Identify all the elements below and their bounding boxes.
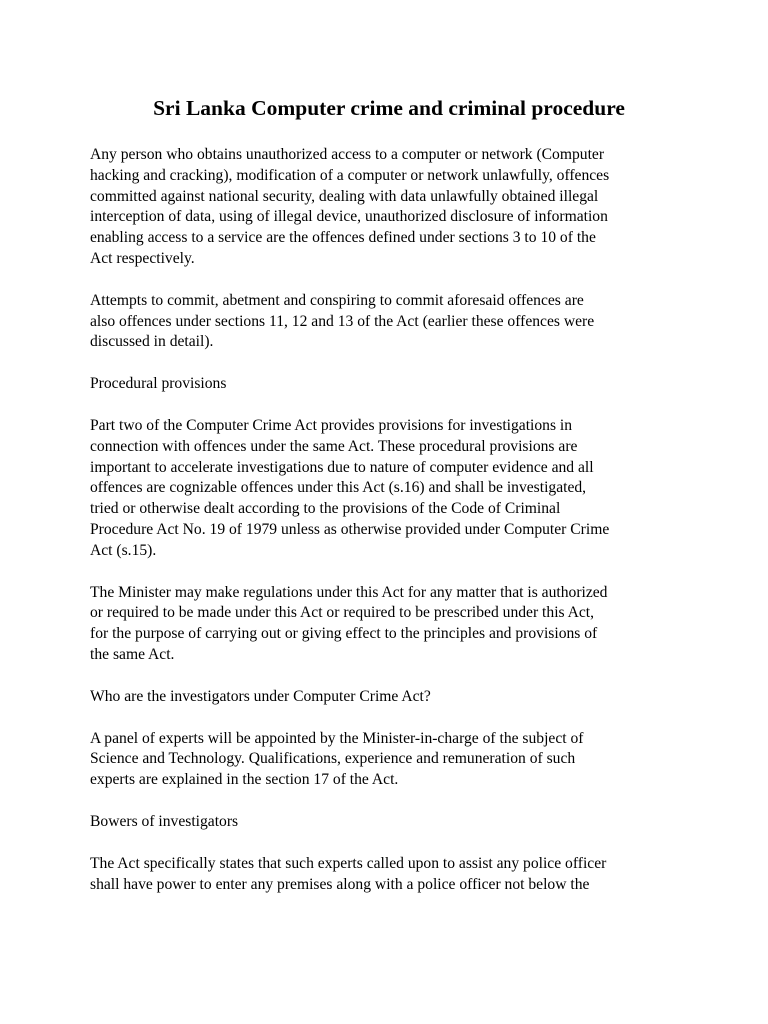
- text-line: connection with offences under the same Act. These procedural provisions are: [90, 437, 578, 455]
- text-line: Act (s.15).: [90, 541, 157, 559]
- text-line: Any person who obtains unauthorized access to a computer or network (Computer: [90, 146, 605, 163]
- paragraph-attempts: [90, 291, 690, 353]
- text-line: Who are the investigators under Computer Crime Act?: [90, 687, 431, 705]
- text-line: experts are explained in the section 17 of the Act.: [90, 771, 399, 789]
- text-line: also offences under sections 11, 12 and 13 of the Act (earlier these offences were: [90, 312, 595, 330]
- text-line: hacking and cracking), modification of a computer or network unlawfully, offences: [90, 166, 610, 184]
- paragraph-minister-regulations: [90, 583, 690, 666]
- text-line: Attempts to commit, abetment and conspiring to commit aforesaid offences are: [90, 291, 584, 309]
- document-body: [90, 94, 690, 916]
- text-line: The Minister may make regulations under this Act for any matter that is authorized: [90, 583, 608, 601]
- document-title: Sri Lanka Computer crime and criminal procedure: [153, 96, 625, 120]
- text-line: Bowers of investigators: [90, 812, 239, 830]
- heading-bowers-of-investigators: [90, 812, 690, 833]
- text-line: Science and Technology. Qualifications, experience and remuneration of such: [90, 750, 576, 768]
- heading-investigators: [90, 687, 690, 708]
- text-line: Procedure Act No. 19 of 1979 unless as otherwise provided under Computer Crime: [90, 520, 610, 538]
- text-line: tried or otherwise dealt according to the provisions of the Code of Criminal: [90, 500, 561, 518]
- text-line: Act respectively.: [90, 249, 195, 267]
- text-line: the same Act.: [90, 645, 175, 663]
- text-line: discussed in detail).: [90, 333, 214, 351]
- text-line: interception of data, using of illegal device, unauthorized disclosure of information: [90, 208, 608, 226]
- text-line: enabling access to a service are the offences defined under sections 3 to 10 of the: [90, 229, 596, 247]
- paragraph-part-two: [90, 416, 690, 562]
- paragraph-powers: [90, 854, 690, 896]
- text-line: important to accelerate investigations due to nature of computer evidence and all: [90, 458, 594, 476]
- text-line: offences are cognizable offences under this Act (s.16) and shall be investigated,: [90, 479, 587, 497]
- text-line: A panel of experts will be appointed by the Minister-in-charge of the subject of: [90, 729, 584, 747]
- paragraph-panel-of-experts: [90, 729, 690, 791]
- text-line: Procedural provisions: [90, 375, 227, 393]
- text-line: for the purpose of carrying out or giving effect to the principles and provisions of: [90, 625, 598, 643]
- text-line: The Act specifically states that such experts called upon to assist any police officer: [90, 854, 607, 872]
- text-line: committed against national security, dealing with data unlawfully obtained illegal: [90, 187, 599, 205]
- heading-procedural-provisions: [90, 374, 690, 395]
- text-line: shall have power to enter any premises along with a police officer not below the: [90, 875, 590, 893]
- text-line: Part two of the Computer Crime Act provides provisions for investigations in: [90, 416, 573, 434]
- text-line: or required to be made under this Act or required to be prescribed under this Act,: [90, 604, 595, 622]
- paragraph-offences-defined: [90, 145, 690, 270]
